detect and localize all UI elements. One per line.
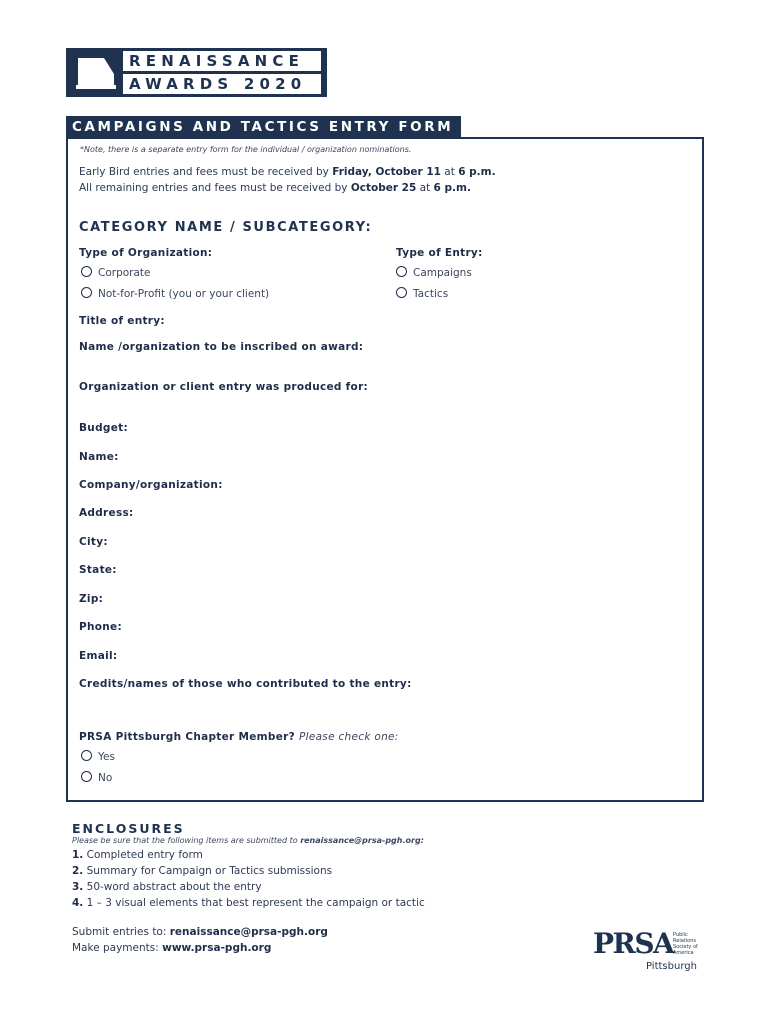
form-frame [66, 137, 704, 802]
radio-circle[interactable] [396, 266, 407, 277]
final-deadline: All remaining entries and fees must be received by October 25 at 6 p.m. [79, 182, 471, 194]
enclosure-item: 4. 1 – 3 visual elements that best represent the campaign or tactic [72, 897, 425, 909]
member-question: PRSA Pittsburgh Chapter Member? Please check one: [79, 731, 399, 743]
enclosures-note: Please be sure that the following items are submitted to renaissance@prsa-pgh.org: [72, 836, 424, 845]
radio-member-no[interactable]: No [81, 771, 112, 784]
field-state[interactable]: State: [79, 564, 117, 576]
radio-tactics[interactable]: Tactics [396, 287, 448, 300]
building-columns-icon [74, 54, 118, 91]
radio-not-for-profit[interactable]: Not-for-Profit (you or your client) [81, 287, 269, 300]
payment-url-link[interactable]: www.prsa-pgh.org [162, 942, 272, 954]
category-heading: CATEGORY NAME / SUBCATEGORY: [79, 220, 373, 235]
radio-circle[interactable] [81, 771, 92, 782]
radio-member-yes[interactable]: Yes [81, 750, 115, 763]
entry-type-label: Type of Entry: [396, 247, 483, 259]
submit-email-link[interactable]: renaissance@prsa-pgh.org [169, 926, 328, 938]
field-title-of-entry[interactable]: Title of entry: [79, 315, 165, 327]
logo-line-1: RENAISSANCE [123, 51, 321, 71]
prsa-pittsburgh-logo [593, 927, 705, 975]
field-phone[interactable]: Phone: [79, 621, 122, 633]
logo-line-2: AWARDS 2020 [123, 74, 321, 94]
field-credits[interactable]: Credits/names of those who contributed to the entry: [79, 678, 412, 690]
prsa-wordmark: PRSA [593, 927, 674, 960]
field-zip[interactable]: Zip: [79, 593, 104, 605]
enclosure-item: 2. Summary for Campaign or Tactics submissions [72, 865, 333, 877]
prsa-tagline: Public Relations Society of America [673, 932, 698, 956]
early-bird-deadline: Early Bird entries and fees must be received by Friday, October 11 at 6 p.m. [79, 166, 496, 178]
field-address[interactable]: Address: [79, 507, 134, 519]
make-payments: Make payments: www.prsa-pgh.org [72, 942, 272, 954]
radio-circle[interactable] [81, 287, 92, 298]
enclosure-item: 3. 50-word abstract about the entry [72, 881, 262, 893]
radio-circle[interactable] [81, 266, 92, 277]
enclosure-item: 1. Completed entry form [72, 849, 203, 861]
field-city[interactable]: City: [79, 536, 108, 548]
field-inscribed-name[interactable]: Name /organization to be inscribed on award: [79, 341, 364, 353]
radio-corporate[interactable]: Corporate [81, 266, 151, 279]
field-company[interactable]: Company/organization: [79, 479, 223, 491]
field-budget[interactable]: Budget: [79, 422, 128, 434]
enclosures-title: ENCLOSURES [72, 821, 185, 836]
renaissance-awards-logo [66, 48, 327, 97]
radio-campaigns[interactable]: Campaigns [396, 266, 472, 279]
prsa-city: Pittsburgh [646, 961, 697, 972]
form-title: CAMPAIGNS AND TACTICS ENTRY FORM [66, 116, 461, 138]
radio-circle[interactable] [396, 287, 407, 298]
field-name[interactable]: Name: [79, 451, 119, 463]
separate-form-note: *Note, there is a separate entry form for the individual / organization nominations. [80, 145, 412, 154]
field-produced-for[interactable]: Organization or client entry was produced for: [79, 381, 369, 393]
field-email[interactable]: Email: [79, 650, 118, 662]
submit-entries: Submit entries to: renaissance@prsa-pgh.org [72, 926, 328, 938]
radio-circle[interactable] [81, 750, 92, 761]
org-type-label: Type of Organization: [79, 247, 213, 259]
